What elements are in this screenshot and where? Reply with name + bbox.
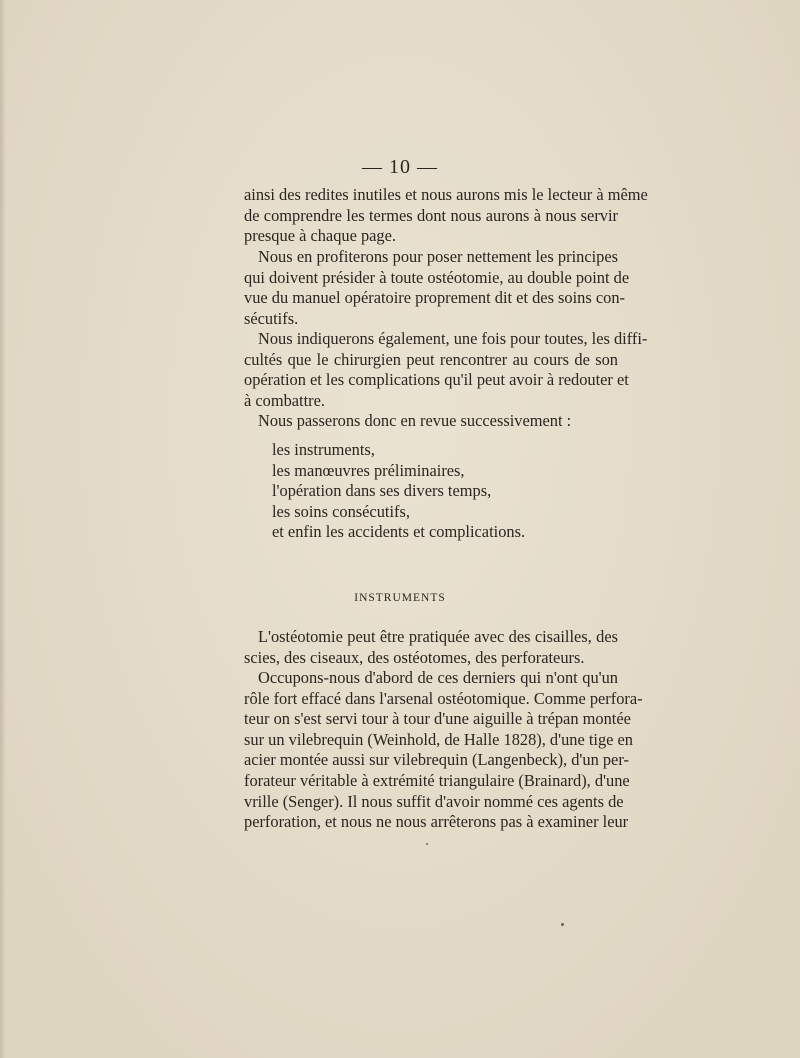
paragraph-6 bbox=[244, 668, 643, 833]
text-line: sur un vilebrequin (Weinhold, de Halle 1828), d'une tige en bbox=[244, 729, 633, 749]
text-line: opération et les complications qu'il peut avoir à redouter et bbox=[244, 370, 629, 390]
text-line: ainsi des redites inutiles et nous aurons mis le lecteur à même bbox=[244, 185, 648, 204]
text-line: sécutifs. bbox=[244, 308, 299, 328]
text-line: à combattre. bbox=[244, 390, 326, 410]
text-line: Nous passerons donc en revue successivement : bbox=[258, 411, 572, 430]
paragraph-4 bbox=[244, 411, 618, 432]
text-line: forateur véritable à extrémité triangulaire (Brainard), d'une bbox=[244, 770, 630, 790]
section-heading: INSTRUMENTS bbox=[354, 592, 446, 604]
text-line: vrille (Senger). Il nous suffit d'avoir nommé ces agents de bbox=[244, 791, 624, 811]
page-number: — 10 — bbox=[362, 156, 438, 178]
text-line: Nous en profiterons pour poser nettement les principes bbox=[258, 247, 618, 266]
list-item: les soins consécutifs, bbox=[272, 501, 410, 521]
text-line: L'ostéotomie peut être pratiquée avec des cisailles, des bbox=[258, 627, 618, 646]
text-line: presque à chaque page. bbox=[244, 226, 396, 246]
list-item: les manœuvres préliminaires, bbox=[272, 460, 465, 480]
text-line: scies, des ciseaux, des ostéotomes, des perforateurs. bbox=[244, 647, 585, 667]
text-line: teur on s'est servi tour à tour d'une aiguille à trépan montée bbox=[244, 709, 631, 729]
text-line: qui doivent présider à toute ostéotomie, au double point de bbox=[244, 267, 630, 287]
paper-speck bbox=[561, 923, 564, 926]
text-line: vue du manuel opératoire proprement dit et des soins con- bbox=[244, 288, 625, 308]
text-line: cultés que le chirurgien peut rencontrer au cours de son bbox=[244, 349, 618, 369]
text-line: de comprendre les termes dont nous aurons à nous servir bbox=[244, 205, 618, 225]
text-line: Nous indiquerons également, une fois pour toutes, les diffi- bbox=[258, 329, 648, 348]
text-line: perforation, et nous ne nous arrêterons pas à examiner leur bbox=[244, 812, 629, 832]
text-line: rôle fort effacé dans l'arsenal ostéotomique. Comme perfora- bbox=[244, 688, 643, 708]
text-line: acier montée aussi sur vilebrequin (Langenbeck), d'un per- bbox=[244, 750, 629, 770]
enumeration-list bbox=[272, 440, 525, 543]
paragraph-3 bbox=[244, 329, 648, 411]
paragraph-1 bbox=[244, 185, 648, 247]
list-item: et enfin les accidents et complications. bbox=[272, 522, 526, 542]
list-item: l'opération dans ses divers temps, bbox=[272, 481, 492, 501]
paragraph-2 bbox=[244, 247, 630, 329]
paper-speck bbox=[426, 843, 428, 845]
text-line: Occupons-nous d'abord de ces derniers qui n'ont qu'un bbox=[258, 668, 618, 687]
paragraph-5 bbox=[244, 627, 618, 668]
list-item: les instruments, bbox=[272, 440, 375, 459]
